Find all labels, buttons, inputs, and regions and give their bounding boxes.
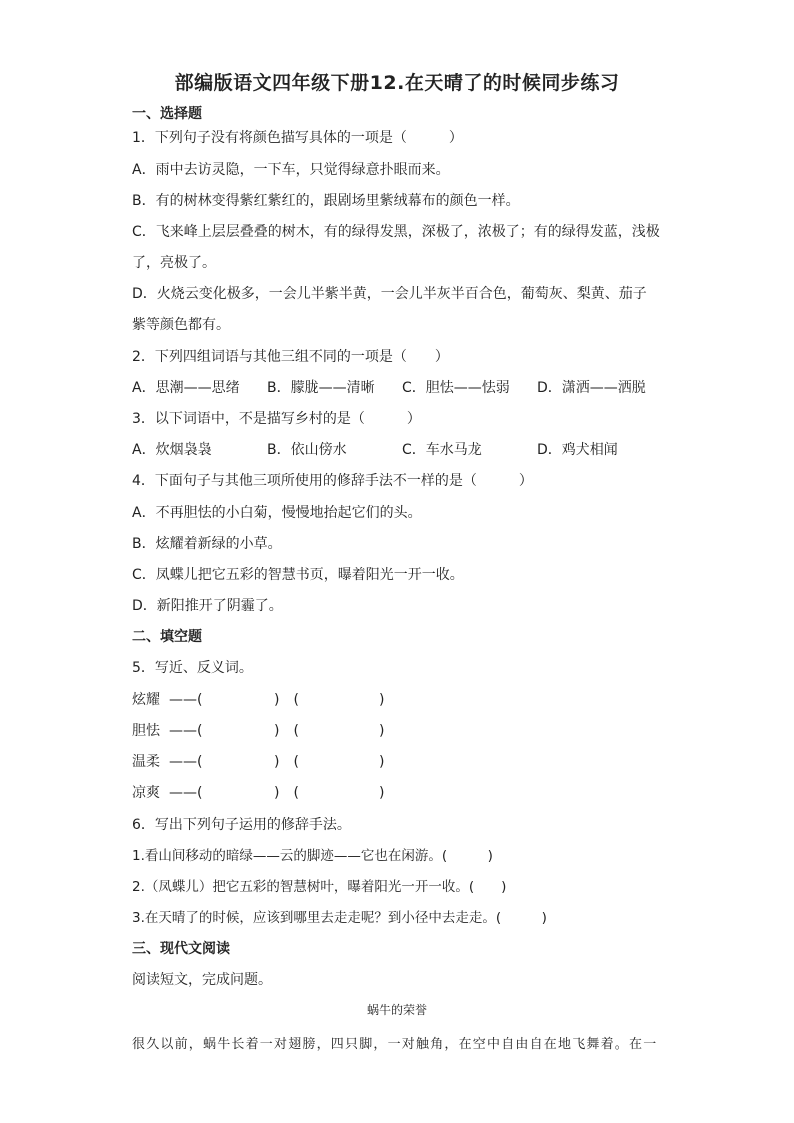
question-2-option-b: B．朦胧——清晰 [267, 380, 375, 396]
question-5-row [132, 783, 672, 803]
question-5-row [132, 690, 672, 710]
question-3-stem: 3．以下词语中，不是描写乡村的是（ ） [132, 411, 421, 427]
question-4-option-a: A．不再胆怯的小白菊，慢慢地抬起它们的头。 [132, 505, 422, 521]
question-3-option-c: C．车水马龙 [402, 442, 482, 458]
question-1-option-d-line2: 紫等颜色都有。 [132, 317, 230, 333]
section-heading-choice: 一、选择题 [132, 106, 202, 122]
section-heading-reading: 三、现代文阅读 [132, 941, 230, 957]
question-5-blank: ) ( [274, 692, 299, 708]
question-2-option-d: D．潇洒——洒脱 [537, 380, 646, 396]
question-4-option-d: D．新阳推开了阴霾了。 [132, 598, 283, 614]
question-5-dash: ——( [169, 692, 203, 708]
question-3-options [132, 440, 672, 460]
question-6-sentence-1: 1.看山间移动的暗绿——云的脚迹——它也在闲游。( ) [132, 848, 493, 864]
question-5-row [132, 721, 672, 741]
question-5-blank: ) ( [274, 723, 299, 739]
question-5-blank: ) ( [274, 785, 299, 801]
question-4-stem: 4．下面句子与其他三项所使用的修辞手法不一样的是（ ） [132, 473, 533, 489]
question-5-blank-end: ) [379, 785, 385, 801]
question-5-blank-end: ) [379, 723, 385, 739]
question-5-dash: ——( [169, 785, 203, 801]
question-5-word: 凉爽 [132, 785, 160, 801]
question-3-option-a: A．炊烟袅袅 [132, 442, 212, 458]
question-5-dash: ——( [169, 754, 203, 770]
question-5-stem: 5．写近、反义词。 [132, 660, 253, 676]
question-2-stem: 2．下列四组词语与其他三组不同的一项是（ ） [132, 349, 449, 365]
question-3-option-d: D．鸡犬相闻 [537, 442, 618, 458]
question-1-stem: 1．下列句子没有将颜色描写具体的一项是（ ） [132, 130, 463, 146]
question-2-options [132, 378, 672, 398]
reading-instruction: 阅读短文，完成问题。 [132, 972, 272, 988]
question-1-option-b: B．有的树林变得紫红紫红的，跟剧场里紫绒幕布的颜色一样。 [132, 193, 520, 209]
question-5-blank-end: ) [379, 692, 385, 708]
question-5-blank: ) ( [274, 754, 299, 770]
question-3-option-b: B．依山傍水 [267, 442, 347, 458]
question-5-word: 炫耀 [132, 692, 160, 708]
question-1-option-a: A．雨中去访灵隐，一下车，只觉得绿意扑眼而来。 [132, 162, 450, 178]
question-6-sentence-3: 3.在天晴了的时候，应该到哪里去走走呢？到小径中去走走。( ) [132, 910, 547, 926]
question-1-option-d-line1: D．火烧云变化极多，一会儿半紫半黄，一会儿半灰半百合色，葡萄灰、梨黄、茄子 [132, 286, 647, 302]
question-5-row [132, 752, 672, 772]
question-5-word: 胆怯 [132, 723, 160, 739]
question-5-word: 温柔 [132, 754, 160, 770]
question-4-option-c: C．凤蝶儿把它五彩的智慧书页，曝着阳光一开一收。 [132, 567, 464, 583]
question-1-option-c-line1: C．飞来峰上层层叠叠的树木，有的绿得发黑，深极了，浓极了；有的绿得发蓝，浅极 [132, 224, 660, 240]
page-title: 部编版语文四年级下册12.在天晴了的时候同步练习 [174, 72, 620, 94]
question-1-option-c-line2: 了，亮极了。 [132, 255, 216, 271]
question-5-dash: ——( [169, 723, 203, 739]
question-6-stem: 6．写出下列句子运用的修辞手法。 [132, 817, 351, 833]
article-first-line: 很久以前，蜗牛长着一对翅膀，四只脚，一对触角，在空中自由自在地飞舞着。在一 [132, 1037, 658, 1052]
question-6-sentence-2: 2.（凤蝶儿）把它五彩的智慧树叶，曝着阳光一开一收。( ) [132, 879, 507, 895]
question-2-option-a: A．思潮——思绪 [132, 380, 240, 396]
question-2-option-c: C．胆怯——怯弱 [402, 380, 510, 396]
section-heading-fill: 二、填空题 [132, 629, 202, 645]
question-5-blank-end: ) [379, 754, 385, 770]
article-title: 蜗牛的荣誉 [366, 1003, 427, 1017]
question-4-option-b: B．炫耀着新绿的小草。 [132, 536, 282, 552]
